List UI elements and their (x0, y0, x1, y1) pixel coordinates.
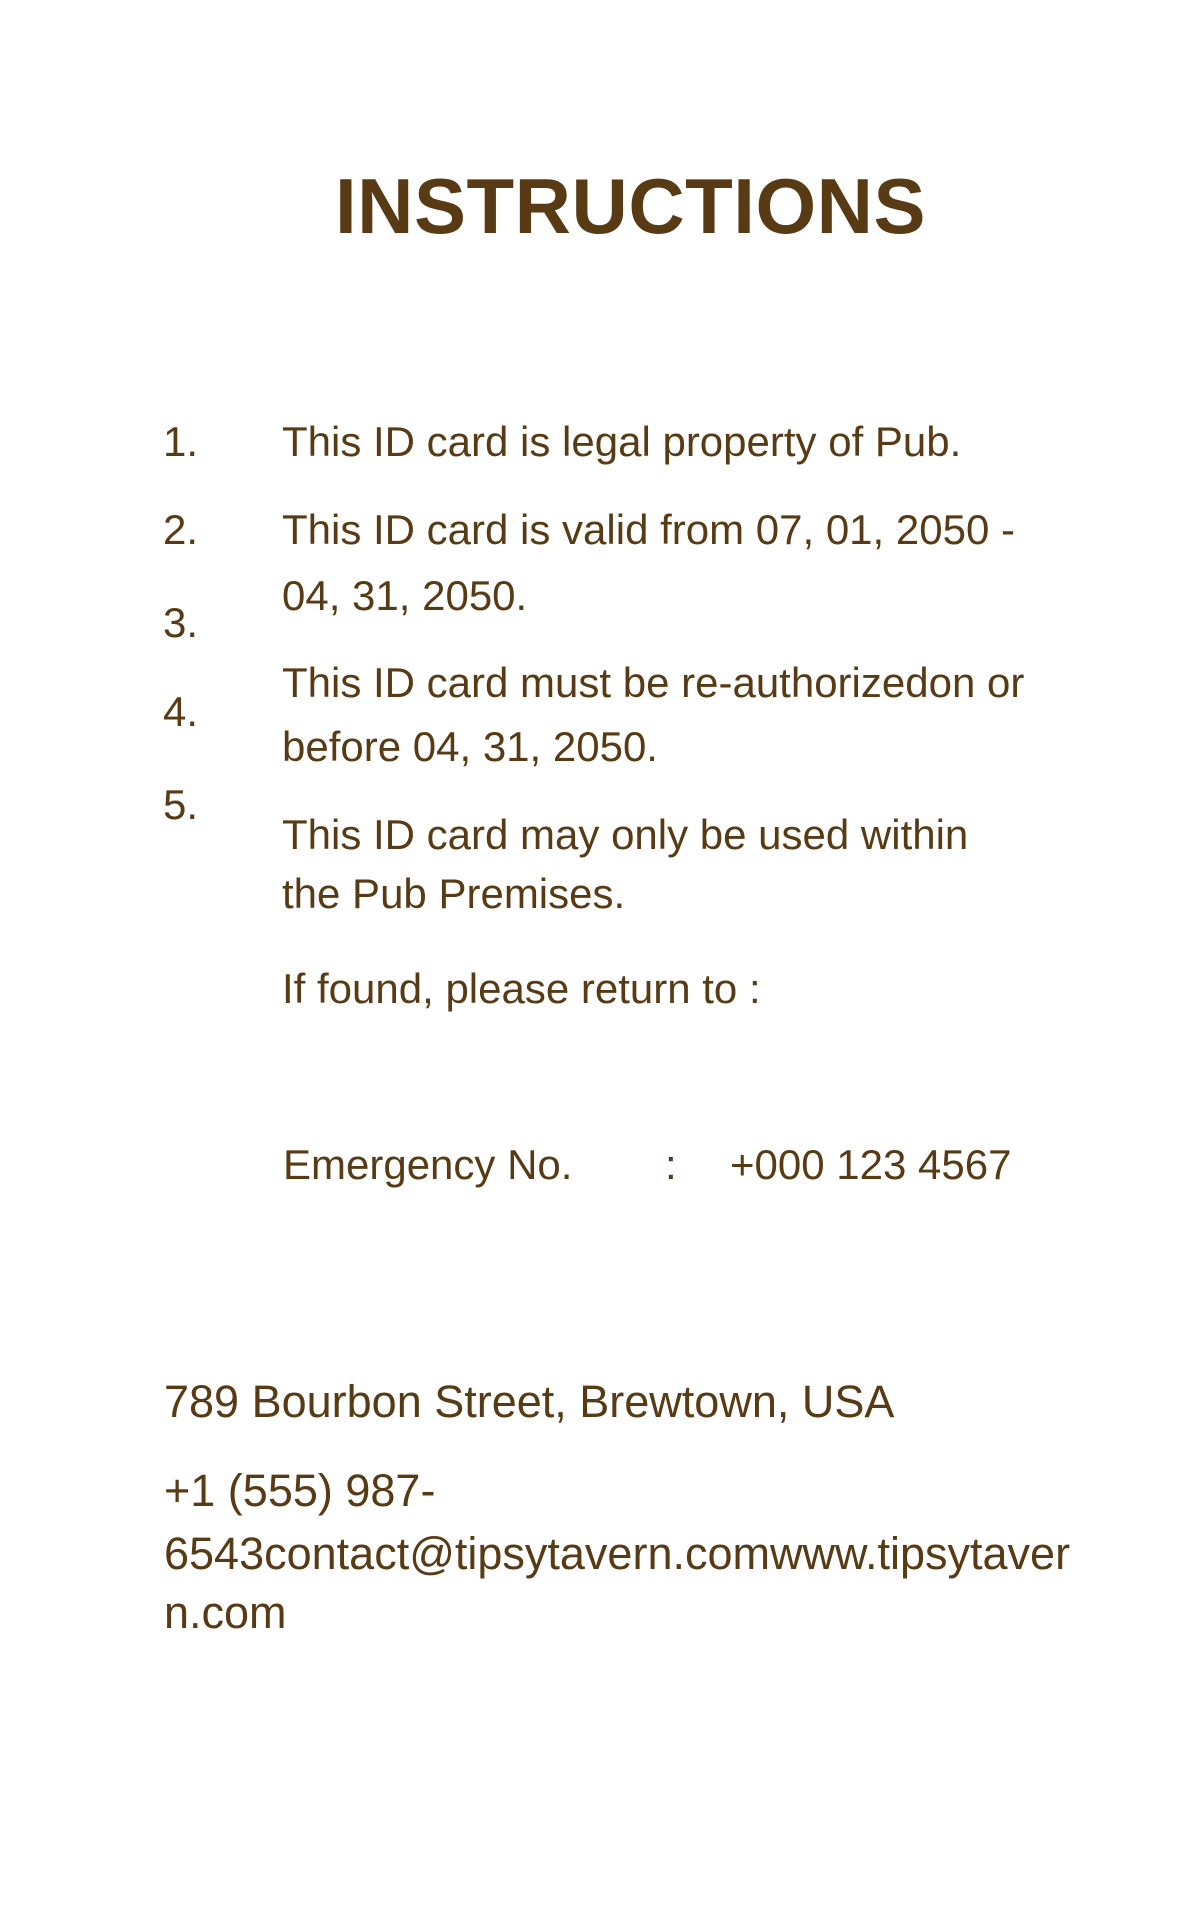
instruction-text: This ID card is legal property of Pub. (282, 418, 962, 465)
instruction-text: This ID card is valid from 07, 01, 2050 - (282, 506, 1015, 553)
list-number-3: 3. (163, 599, 199, 646)
footer-address: 789 Bourbon Street, Brewtown, USA (164, 1376, 895, 1427)
instruction-text: before 04, 31, 2050. (282, 723, 658, 770)
instruction-text: 04, 31, 2050. (282, 572, 528, 619)
instruction-text: If found, please return to : (282, 965, 761, 1012)
emergency-label: Emergency No. (283, 1141, 573, 1188)
instruction-text: the Pub Premises. (282, 870, 626, 917)
list-number-2: 2. (163, 506, 199, 553)
instruction-text: This ID card must be re-authorizedon or (282, 659, 1025, 706)
emergency-separator: : (665, 1141, 677, 1188)
footer-contact-line: +1 (555) 987- (164, 1465, 436, 1516)
footer-contact-line: n.com (164, 1587, 287, 1638)
list-number-1: 1. (163, 418, 199, 465)
page-title: INSTRUCTIONS (335, 162, 926, 250)
list-number-5: 5. (163, 781, 199, 828)
list-number-4: 4. (163, 688, 199, 735)
footer-contact-line: 6543contact@tipsytavern.comwww.tipsytaver (164, 1528, 1071, 1579)
emergency-number: +000 123 4567 (730, 1141, 1012, 1188)
instruction-text: This ID card may only be used within (282, 811, 969, 858)
